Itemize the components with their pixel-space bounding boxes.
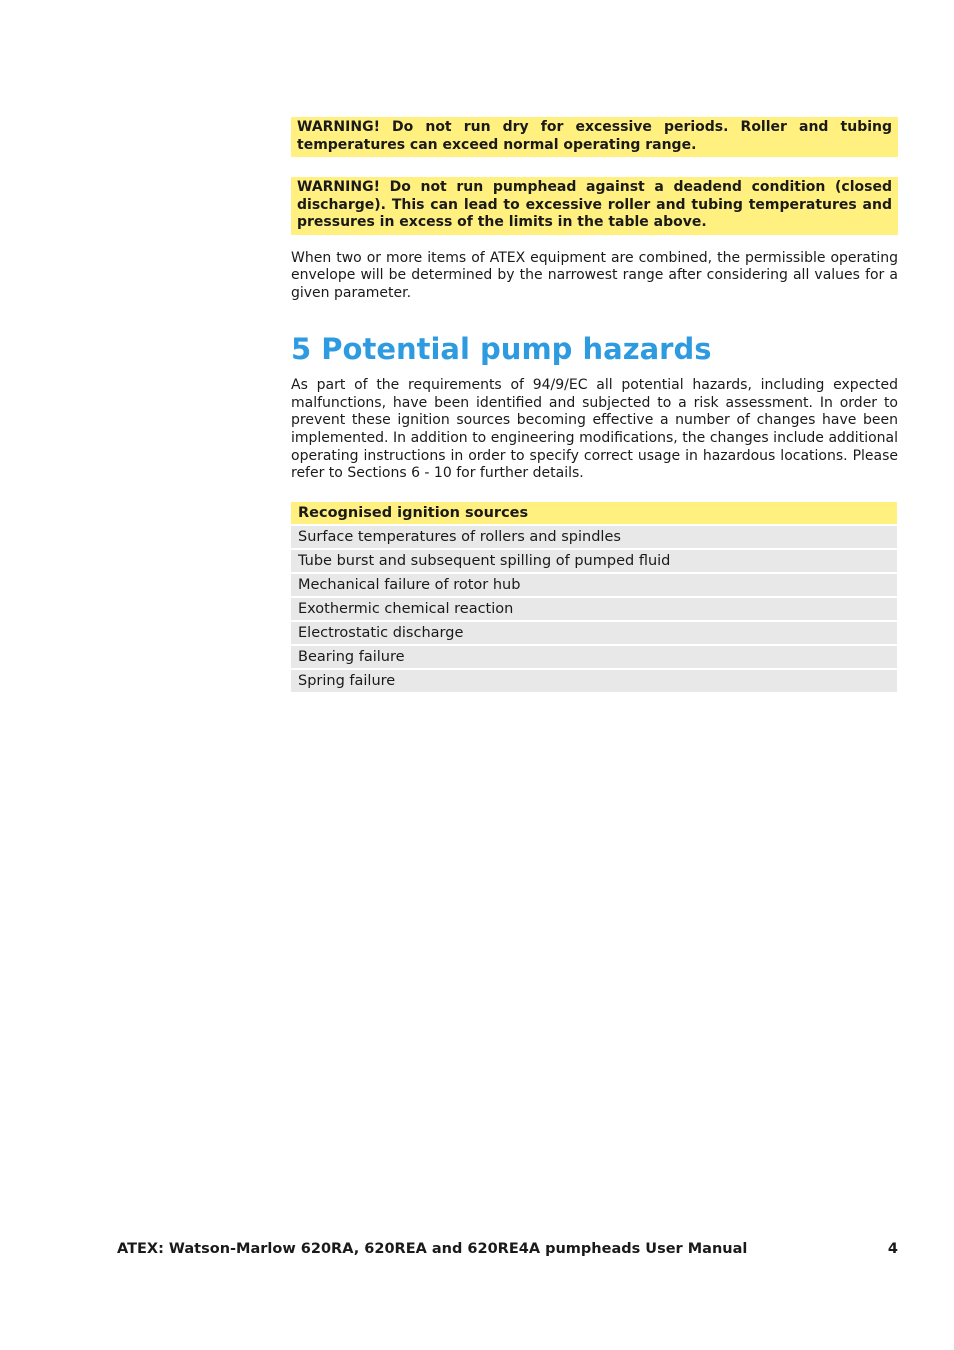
table-row: Exothermic chemical reaction: [291, 598, 897, 620]
intro-paragraph: When two or more items of ATEX equipment are combined, the permissible operating envelope will be determined by the narrowest range after considering all values for a given parameter.: [291, 249, 898, 301]
ignition-sources-table: [291, 502, 897, 692]
section-paragraph: As part of the requirements of 94/9/EC all potential hazards, including expected malfunctions, have been identified and subjected to a risk assessment. In order to prevent these ignition sources becoming effective a number of changes have been implemented. In addition to engineering modifications, the changes include additional operating instructions in order to specify correct usage in hazardous locations. Please refer to Sections 6 - 10 for further details.: [291, 377, 898, 482]
table-row: Electrostatic discharge: [291, 622, 897, 644]
table-row: Surface temperatures of rollers and spindles: [291, 526, 897, 548]
section-heading: 5 Potential pump hazards: [291, 332, 712, 367]
footer-title: ATEX: Watson-Marlow 620RA, 620REA and 620RE4A pumpheads User Manual: [117, 1241, 748, 1257]
table-row: Bearing failure: [291, 646, 897, 668]
page-content: [291, 117, 898, 692]
table-header: Recognised ignition sources: [291, 502, 897, 524]
table-row: Tube burst and subsequent spilling of pumped fluid: [291, 550, 897, 572]
table-row: Mechanical failure of rotor hub: [291, 574, 897, 596]
warning-box-dry-run: WARNING! Do not run dry for excessive periods. Roller and tubing temperatures can exceed normal operating range.: [291, 117, 898, 157]
page-number: 4: [887, 1241, 898, 1257]
table-row: Spring failure: [291, 670, 897, 692]
warning-box-deadend: WARNING! Do not run pumphead against a deadend condition (closed discharge). This can lead to excessive roller and tubing temperatures and pressures in excess of the limits in the table above.: [291, 177, 898, 235]
